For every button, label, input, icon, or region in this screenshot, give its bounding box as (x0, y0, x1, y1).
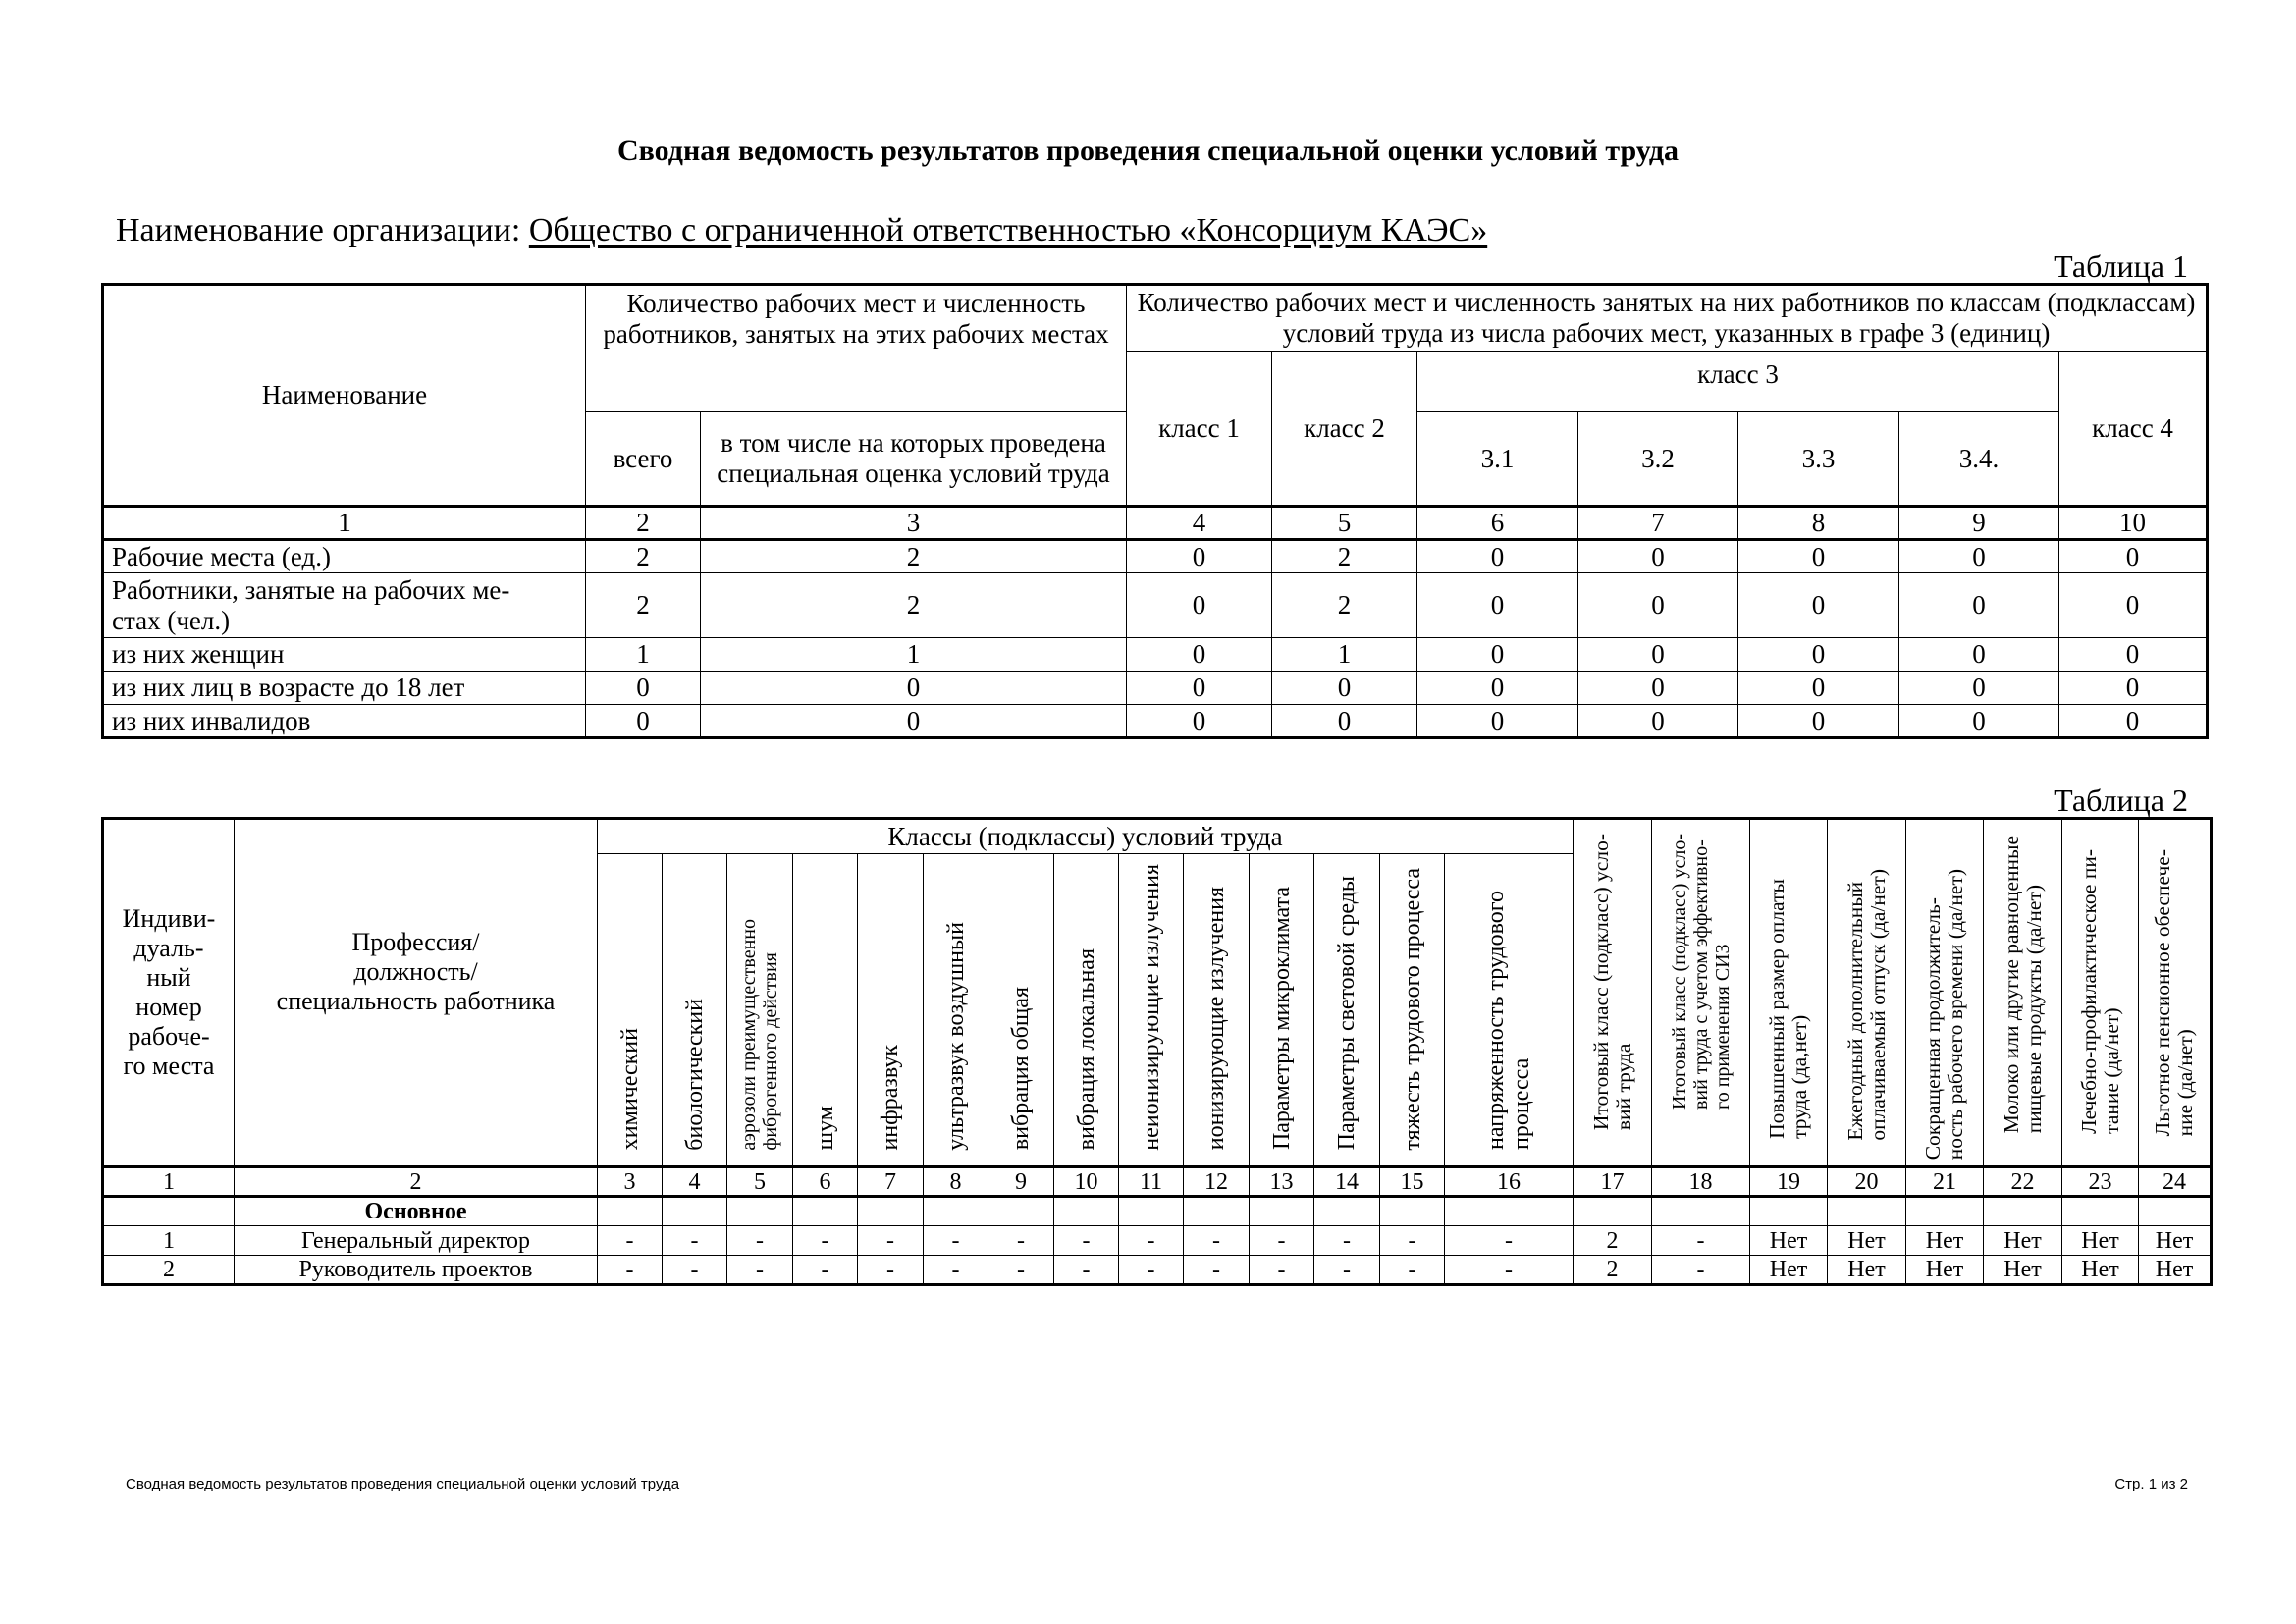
cell: - (663, 1256, 727, 1285)
col-number: 22 (1984, 1167, 2062, 1197)
table-row (103, 573, 2208, 638)
cell: 0 (586, 705, 701, 738)
col-number: 11 (1119, 1167, 1184, 1197)
header-pension (2139, 819, 2212, 1167)
col-number: 12 (1184, 1167, 1250, 1197)
header-workplace-counts: Количество рабочих мест и численность работников, занятых на этих рабочих местах (586, 285, 1127, 412)
cell: - (1119, 1226, 1184, 1256)
empty-cell (2139, 1197, 2212, 1226)
col-number: 5 (727, 1167, 793, 1197)
cell: 0 (1899, 638, 2059, 672)
header-factor (598, 854, 663, 1167)
empty-cell (2062, 1197, 2139, 1226)
header-final-class (1574, 819, 1652, 1167)
cell: 0 (2059, 540, 2208, 573)
col-number: 20 (1828, 1167, 1906, 1197)
cell: 0 (2059, 672, 2208, 705)
cell: - (793, 1226, 858, 1256)
cell: 0 (1738, 573, 1899, 638)
header-factor-label: химический (616, 1028, 643, 1151)
column-number-row (103, 507, 2208, 540)
col-number: 24 (2139, 1167, 2212, 1197)
cell: 0 (1899, 573, 2059, 638)
col-number: 2 (235, 1167, 598, 1197)
empty-cell (1906, 1197, 1984, 1226)
document-title: Сводная ведомость результатов проведения специальной оценки условий труда (616, 135, 1680, 167)
header-class2: класс 2 (1272, 352, 1417, 507)
header-factor-label: инфразвук (878, 1044, 903, 1151)
header-final-class-label: Итоговый класс (подкласс) усло- вий труда (1588, 834, 1635, 1131)
col-number: 3 (701, 507, 1127, 540)
cell: Нет (2062, 1256, 2139, 1285)
col-number: 6 (793, 1167, 858, 1197)
cell: - (1314, 1256, 1380, 1285)
cell: - (924, 1226, 988, 1256)
empty-cell (1445, 1197, 1574, 1226)
cell: Нет (1906, 1226, 1984, 1256)
col-number: 6 (1417, 507, 1578, 540)
cell: 0 (1417, 705, 1578, 738)
cell: 2 (701, 540, 1127, 573)
cell: Нет (1828, 1226, 1906, 1256)
col-number: 1 (103, 1167, 235, 1197)
empty-cell (924, 1197, 988, 1226)
header-factor (1054, 854, 1119, 1167)
empty-cell (858, 1197, 924, 1226)
header-factor (1380, 854, 1445, 1167)
header-extra-leave (1828, 819, 1906, 1167)
header-factor-label: Параметры микроклимата (1268, 887, 1295, 1151)
cell: 1 (586, 638, 701, 672)
empty-cell (988, 1197, 1054, 1226)
header-subclass-3-3: 3.3 (1738, 412, 1899, 507)
cell: 0 (701, 672, 1127, 705)
cell: 0 (1272, 672, 1417, 705)
table-row (103, 1256, 2212, 1285)
header-reduced-hours (1906, 819, 1984, 1167)
col-number: 8 (1738, 507, 1899, 540)
empty-cell (1984, 1197, 2062, 1226)
col-number: 18 (1652, 1167, 1750, 1197)
header-factor-label: вибрация общая (1008, 987, 1034, 1151)
header-factor (727, 854, 793, 1167)
cell: - (1652, 1256, 1750, 1285)
workplace-table (101, 817, 2213, 1286)
cell: 0 (1899, 540, 2059, 573)
cell: 0 (1738, 672, 1899, 705)
empty-cell (793, 1197, 858, 1226)
cell: - (793, 1256, 858, 1285)
section-row (103, 1197, 2212, 1226)
empty-cell (598, 1197, 663, 1226)
col-number: 10 (1054, 1167, 1119, 1197)
header-factor (988, 854, 1054, 1167)
cell: 0 (1738, 705, 1899, 738)
col-number: 21 (1906, 1167, 1984, 1197)
col-number: 16 (1445, 1167, 1574, 1197)
cell: 0 (1417, 540, 1578, 573)
header-factor (793, 854, 858, 1167)
table1-caption: Таблица 1 (2054, 248, 2188, 284)
profession: Руководитель проектов (235, 1256, 598, 1285)
col-number: 17 (1574, 1167, 1652, 1197)
page-number: Стр. 1 из 2 (2114, 1476, 2188, 1492)
table-row (103, 540, 2208, 573)
header-workplace-number: Индиви- дуаль- ный номер рабоче- го места (103, 819, 235, 1167)
cell: 0 (1578, 540, 1738, 573)
row-name: из них лиц в возрасте до 18 лет (103, 672, 586, 705)
header-extra-leave-label: Ежегодный дополнительный оплачиваемый отпуск (да/нет) (1842, 869, 1890, 1141)
cell: 1 (701, 638, 1127, 672)
workplace-number: 2 (103, 1256, 235, 1285)
footer-text: Сводная ведомость результатов проведения специальной оценки условий труда (126, 1476, 680, 1492)
row-name: из них инвалидов (103, 705, 586, 738)
cell: - (1054, 1226, 1119, 1256)
cell: 0 (1578, 705, 1738, 738)
empty-cell (1652, 1197, 1750, 1226)
cell: - (988, 1256, 1054, 1285)
organization-label: Наименование организации: (116, 212, 521, 248)
header-factor-label: шум (812, 1105, 838, 1151)
cell: - (727, 1256, 793, 1285)
header-factor-label: вибрация локальная (1073, 947, 1099, 1151)
header-factor-label: Параметры световой среды (1334, 875, 1360, 1151)
cell: 0 (1899, 705, 2059, 738)
header-factor (924, 854, 988, 1167)
cell: 1 (1272, 638, 1417, 672)
header-class3: класс 3 (1417, 352, 2059, 412)
cell: 2 (586, 573, 701, 638)
organization-line (116, 210, 1487, 251)
header-factor (663, 854, 727, 1167)
col-number: 7 (858, 1167, 924, 1197)
cell: 0 (2059, 705, 2208, 738)
header-class4: класс 4 (2059, 352, 2208, 507)
header-factor (1184, 854, 1250, 1167)
cell: 2 (701, 573, 1127, 638)
col-number: 8 (924, 1167, 988, 1197)
header-milk (1984, 819, 2062, 1167)
empty-cell (1314, 1197, 1380, 1226)
header-factor-label: неионизирующие излучения (1138, 863, 1164, 1151)
cell: - (1184, 1226, 1250, 1256)
cell: 0 (1899, 672, 2059, 705)
header-factor (1119, 854, 1184, 1167)
cell: - (727, 1226, 793, 1256)
cell: 0 (1272, 705, 1417, 738)
col-number: 1 (103, 507, 586, 540)
cell: - (1250, 1226, 1314, 1256)
cell: - (1445, 1256, 1574, 1285)
header-factor (1250, 854, 1314, 1167)
cell: - (663, 1226, 727, 1256)
cell: 0 (1738, 540, 1899, 573)
col-number: 14 (1314, 1167, 1380, 1197)
cell: - (858, 1226, 924, 1256)
cell: 0 (1417, 573, 1578, 638)
header-final-class-ppe-label: Итоговый класс (подкласс) усло- вий труда с учетом эффективно- го применения СИЗ (1668, 834, 1734, 1110)
table-row (103, 672, 2208, 705)
empty-cell (1250, 1197, 1314, 1226)
cell: 0 (701, 705, 1127, 738)
cell: Нет (1828, 1256, 1906, 1285)
header-therapeutic-food-label: Лечебно-профилактическое пи- тание (да/нет) (2076, 849, 2123, 1134)
cell: 0 (1127, 705, 1272, 738)
header-factor-label: ультразвук воздушный (942, 921, 969, 1151)
cell: - (1184, 1256, 1250, 1285)
empty-cell (1750, 1197, 1828, 1226)
cell: 0 (2059, 573, 2208, 638)
header-final-class-ppe (1652, 819, 1750, 1167)
header-milk-label: Молоко или другие равноценные пищевые продукты (да/нет) (1999, 836, 2046, 1134)
col-number: 10 (2059, 507, 2208, 540)
cell: 2 (1272, 540, 1417, 573)
header-increased-pay-label: Повышенный размер оплаты труда (да,нет) (1765, 879, 1811, 1139)
cell: 0 (1127, 573, 1272, 638)
col-number: 19 (1750, 1167, 1828, 1197)
profession: Генеральный директор (235, 1226, 598, 1256)
cell: 0 (2059, 638, 2208, 672)
header-total: всего (586, 412, 701, 507)
cell: 0 (1417, 638, 1578, 672)
header-profession: Профессия/ должность/ специальность работника (235, 819, 598, 1167)
header-factor-label: аэрозоли преимущественно фиброгенного действия (738, 918, 781, 1151)
col-number: 4 (663, 1167, 727, 1197)
cell: Нет (2139, 1256, 2212, 1285)
cell: - (598, 1256, 663, 1285)
workplace-number: 1 (103, 1226, 235, 1256)
table-row (103, 705, 2208, 738)
header-factor (858, 854, 924, 1167)
table-row (103, 1226, 2212, 1256)
cell: 2 (1574, 1256, 1652, 1285)
cell: Нет (1984, 1256, 2062, 1285)
cell: Нет (2062, 1226, 2139, 1256)
empty-cell (1380, 1197, 1445, 1226)
empty-cell (103, 1197, 235, 1226)
cell: - (1054, 1256, 1119, 1285)
header-factor-label: напряженность трудового процесса (1483, 891, 1534, 1151)
cell: - (1119, 1256, 1184, 1285)
cell: - (1314, 1226, 1380, 1256)
header-subclass-3-1: 3.1 (1417, 412, 1578, 507)
table-row (103, 638, 2208, 672)
row-name: Рабочие места (ед.) (103, 540, 586, 573)
header-class1: класс 1 (1127, 352, 1272, 507)
cell: 0 (1127, 638, 1272, 672)
cell: - (1380, 1226, 1445, 1256)
cell: 0 (1738, 638, 1899, 672)
cell: 0 (1127, 672, 1272, 705)
empty-cell (1119, 1197, 1184, 1226)
header-factor (1314, 854, 1380, 1167)
empty-cell (727, 1197, 793, 1226)
table2-caption: Таблица 2 (2054, 783, 2188, 818)
header-subclass-3-2: 3.2 (1578, 412, 1738, 507)
organization-name: Общество с ограниченной ответственностью «Консорциум КАЭС» (528, 212, 1488, 248)
header-therapeutic-food (2062, 819, 2139, 1167)
empty-cell (1574, 1197, 1652, 1226)
cell: 2 (1272, 573, 1417, 638)
row-name: Работники, занятые на рабочих ме- стах (чел.) (103, 573, 586, 638)
header-name: Наименование (103, 285, 586, 507)
cell: Нет (1750, 1256, 1828, 1285)
row-name: из них женщин (103, 638, 586, 672)
cell: - (1380, 1256, 1445, 1285)
cell: 2 (1574, 1226, 1652, 1256)
column-number-row (103, 1167, 2212, 1197)
header-factor-label: биологический (681, 998, 708, 1151)
cell: 2 (586, 540, 701, 573)
cell: 0 (1127, 540, 1272, 573)
cell: - (1652, 1226, 1750, 1256)
col-number: 2 (586, 507, 701, 540)
col-number: 15 (1380, 1167, 1445, 1197)
col-number: 7 (1578, 507, 1738, 540)
col-number: 23 (2062, 1167, 2139, 1197)
cell: 0 (1578, 573, 1738, 638)
header-factor (1445, 854, 1574, 1167)
cell: - (858, 1256, 924, 1285)
header-assessed: в том числе на которых проведена специальная оценка условий труда (701, 412, 1127, 507)
cell: 0 (586, 672, 701, 705)
empty-cell (1828, 1197, 1906, 1226)
section-label: Основное (235, 1197, 598, 1226)
col-number: 5 (1272, 507, 1417, 540)
cell: - (1250, 1256, 1314, 1285)
header-pension-label: Льготное пенсионное обеспече- ние (да/нет) (2151, 849, 2197, 1137)
cell: Нет (1906, 1256, 1984, 1285)
col-number: 3 (598, 1167, 663, 1197)
header-factor-label: тяжесть трудового процесса (1399, 867, 1425, 1151)
empty-cell (1054, 1197, 1119, 1226)
header-subclass-3-4: 3.4. (1899, 412, 2059, 507)
header-increased-pay (1750, 819, 1828, 1167)
cell: - (1445, 1226, 1574, 1256)
header-reduced-hours-label: Сокращенная продолжитель- ность рабочего времени (да/нет) (1921, 869, 1967, 1161)
col-number: 9 (988, 1167, 1054, 1197)
header-class-counts: Количество рабочих мест и численность занятых на них работников по классам (подклассам) условий труда из числа рабочих мест, указанных в графе 3 (единиц) (1127, 285, 2208, 352)
col-number: 13 (1250, 1167, 1314, 1197)
col-number: 9 (1899, 507, 2059, 540)
cell: Нет (1750, 1226, 1828, 1256)
summary-table (101, 283, 2209, 739)
cell: - (924, 1256, 988, 1285)
cell: Нет (2139, 1226, 2212, 1256)
header-factor-label: ионизирующие излучения (1203, 887, 1229, 1151)
cell: Нет (1984, 1226, 2062, 1256)
cell: - (988, 1226, 1054, 1256)
header-conditions-classes: Классы (подклассы) условий труда (598, 819, 1574, 854)
col-number: 4 (1127, 507, 1272, 540)
cell: 0 (1417, 672, 1578, 705)
cell: - (598, 1226, 663, 1256)
cell: 0 (1578, 672, 1738, 705)
cell: 0 (1578, 638, 1738, 672)
empty-cell (1184, 1197, 1250, 1226)
empty-cell (663, 1197, 727, 1226)
